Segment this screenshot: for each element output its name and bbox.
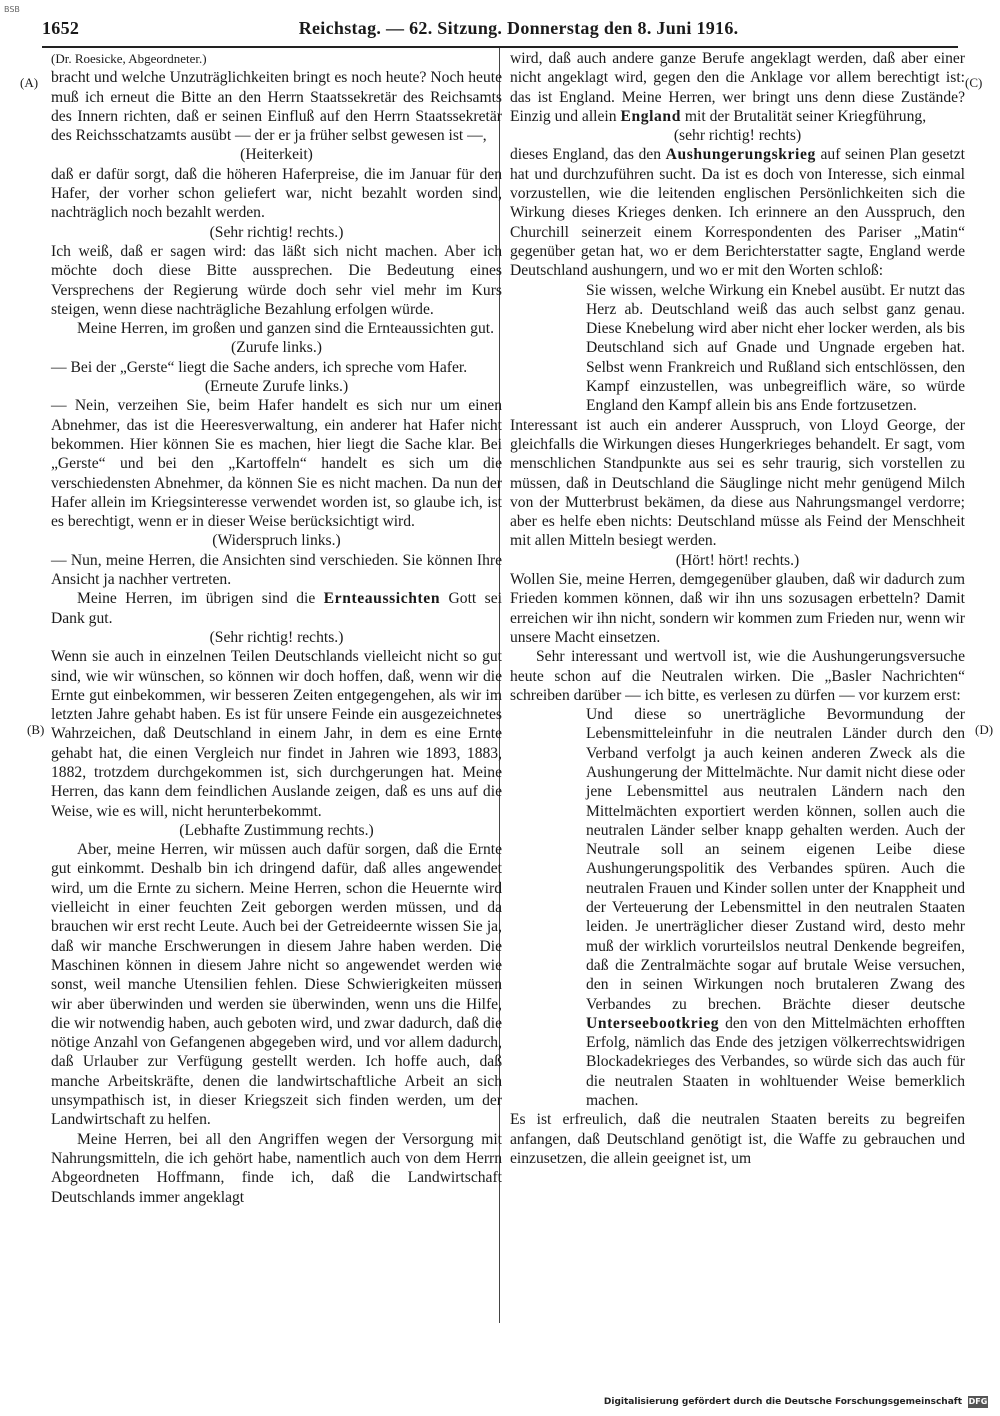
text-span: dieses England, das den bbox=[510, 146, 661, 164]
left-column bbox=[51, 49, 502, 1207]
dfg-logo: DFG bbox=[968, 1397, 988, 1406]
paragraph: Wollen Sie, meine Herren, demgegenüber glauben, daß wir dadurch zum Frieden kommen können, daß wir ihn uns sozusagen erbetteln? Damit erreichen wir ihn nicht, sondern wir kommen zum Frieden nur, wenn wir unsere Macht einsetzen. bbox=[510, 571, 965, 646]
margin-marker-a: (A) bbox=[20, 75, 39, 90]
margin-marker-d: (D) bbox=[975, 722, 994, 737]
running-title: Reichstag. — 62. Sitzung. Donnerstag den 8. Juni 1916. bbox=[298, 18, 739, 38]
quotation: Sie wissen, welche Wirkung ein Knebel ausübt. Er nutzt das Herz ab. Deutschland weiß das auch selbst ganz genau. Diese Knebelung wird aber nicht eher locker werden, als bis Deutschland sich auf Gnade und Ungnade ergeben hat. Selbst wenn Frankreich und Rußland sich entschlössen, den Kampf einzustellen, was unbegreiflich wäre, so würde England den Kampf allein bis ans Ende fortzusetzen. bbox=[586, 281, 965, 415]
text-span: auf seinen Plan gesetzt hat und durchzuführen sucht. Da ist es doch von Interesse, sich einmal vorzustellen, wie die leitenden englischen Persönlichkeiten sich die Wirkung dieses Krieges denken. Ich erinnere an den Ausspruch, den Churchill seinerzeit einem Korrespondenten des Pariser „Matin“ gegenüber getan hat, wo er dem Berichterstatter sagte, England werde Deutschland aushungern, und wo er mit den Worten schloß: bbox=[510, 146, 965, 280]
interjection: (Sehr richtig! rechts.) bbox=[209, 628, 344, 646]
text-span: den von den Mittelmächten erhofften Erfolg, nämlich das Ende des jetzigen völkerrechtswidrigen Blockadekrieges des Verbandes, so würde sich das auch für die neutralen Staaten in wohltuender Weise bemerklich machen. bbox=[586, 1014, 965, 1110]
right-column bbox=[510, 49, 965, 1168]
paragraph: Meine Herren, bei all den Angriffen wegen der Versorgung mit Nahrungsmitteln, die ich gehört habe, namentlich auch von dem Herrn Abgeordneten Hoffmann, finde ich, daß die Landwirtschaft Deutschlands immer angeklagt bbox=[51, 1130, 502, 1206]
text-span: mit der Brutalität seiner Kriegführung, bbox=[684, 107, 927, 125]
text-span: Gott sei Dank gut. bbox=[51, 590, 502, 627]
paragraph: Interessant ist auch ein anderer Ausspruch, von Lloyd George, der gleichfalls die Wirkungen dieses Hungerkrieges behandelt. Er sagt, vom menschlichen Standpunkte aus sei es sehr traurig, sich vorstellen zu müssen, daß in Deutschland die Säuglinge nicht mehr genügend Milch von der Mutterbrust bekämen, da diese aus Nahrungsmangel verdorre; aber es helfe eben nichts: Deutschland müsse als Feind der Menschheit mit allen Mitteln besiegt werden. bbox=[510, 416, 965, 550]
paragraph: Es ist erfreulich, daß die neutralen Staaten bereits zu begreifen anfangen, daß Deutschland genötigt ist, die Waffe zu gebrauchen und einzusetzen, die allein geeignet ist, um bbox=[510, 1111, 965, 1167]
interjection: (Hört! hört! rechts.) bbox=[675, 551, 800, 569]
interjection: (Erneute Zurufe links.) bbox=[204, 378, 349, 396]
paragraph: Aber, meine Herren, wir müssen auch dafür sorgen, daß die Ernte gut einkommt. Deshalb bin ich dringend dafür, daß alles angewendet wird, um die Ernte zu sichern. Meine Herren, schon die Heuernte wird vielleicht in einer feuchten Zeit geborgen werden müssen, und da brauchen wir erst recht Leute. Auch bei der Getreideernte wissen Sie ja, daß wir manche Erschwerungen in diesem Jahre haben werden. Die Maschinen können in diesem Jahre nicht so angewendet werden wie sonst, weil manche Utensilien fehlen. Diese Schwierigkeiten müssen wir aber überwinden und werden sie überwinden, wenn uns die Hilfe, die wir notwendig haben, auch geboten wird, und zwar dadurch, daß die nötige Anzahl von Gefangenen abgegeben wird, und vor allem dadurch, daß Urlauber zur Verfügung gestellt werden. Ich hoffe auch, daß manche Arbeitskräfte, denen die landwirtschaftliche Arbeit an sich unsympathisch ist, in dieser Kriegszeit sich finden werden, um der Landwirtschaft zu helfen. bbox=[51, 841, 502, 1129]
interjection: (Heiterkeit) bbox=[240, 146, 313, 164]
page-header bbox=[42, 18, 958, 48]
emphasis-unterseebootkrieg: Unterseebootkrieg bbox=[586, 1014, 720, 1032]
interjection: (Widerspruch links.) bbox=[212, 532, 341, 550]
library-stamp: BSB bbox=[4, 5, 20, 14]
speaker-line: (Dr. Roesicke, Abgeordneter.) bbox=[51, 51, 207, 66]
text-span: Meine Herren, im übrigen sind die bbox=[77, 590, 316, 608]
footer bbox=[604, 1396, 988, 1408]
paragraph: — Bei der „Gerste“ liegt die Sache anders, ich spreche vom Hafer. bbox=[51, 358, 468, 376]
paragraph: Sehr interessant und wertvoll ist, wie die Aushungerungsversuche heute schon auf die Neutralen wirken. Die „Basler Nachrichten“ schreiben darüber — ich bitte, es verlesen zu dürfen — vor kurzem erst: bbox=[510, 648, 965, 704]
paragraph bbox=[51, 589, 502, 628]
paragraph: Ich weiß, daß er sagen wird: das läßt sich nicht machen. Aber ich möchte doch diese Bitte aussprechen. Die Bedeutung eines Versprechens der Regierung würde doch sehr viel mehr im Kurs steigen, wenn diese nachträgliche Bezahlung erfolgen würde. bbox=[51, 242, 502, 318]
footer-text: Digitalisierung gefördert durch die Deutsche Forschungsgemeinschaft bbox=[603, 1397, 962, 1407]
paragraph bbox=[510, 145, 965, 280]
emphasis-aushungerungskrieg: Aushungerungskrieg bbox=[665, 146, 816, 164]
emphasis-ernteaussichten: Ernteaussichten bbox=[323, 590, 441, 608]
quotation bbox=[586, 705, 965, 1110]
paragraph: bracht und welche Unzuträglichkeiten bringt es noch heute? Noch heute muß ich erneut die Bitte an den Herrn Staatssekretär des Reichsamts des Innern richten, daß er seinen Einfluß auf den Herrn Staatssekretär des Reichsschatzamts ausübt — der er ja früher selbst gewesen ist —, bbox=[51, 69, 502, 145]
paragraph: daß er dafür sorgt, daß die höheren Haferpreise, die im Januar für den Hafer, der vorher schon geliefert war, nicht bezahlt worden sind, nachträglich noch bezahlt werden. bbox=[51, 165, 502, 222]
paragraph: Meine Herren, im großen und ganzen sind die Ernteaussichten gut. bbox=[77, 320, 495, 338]
emphasis-england: England bbox=[620, 107, 681, 125]
paragraph: Wenn sie auch in einzelnen Teilen Deutschlands vielleicht nicht so gut sind, wie wir wünschen, so können wir doch hoffen, daß, wenn wir die Ernte gut einbekommen, wir besseren Zeiten entgegengehen, als wir im letzten Jahre gehabt haben. Es ist für unsere Feinde ein ausgezeichnetes Wahrzeichen, daß Deutschland in einem Jahr, in dem es eine Ernte gehabt hat, die einen Vergleich nur findet in Jahren wie 1893, 1883, 1882, trotzdem durchgekommen ist, sich durchgerungen hat. Meine Herren, das kann dem feindlichen Auslande zeigen, daß es uns auf die Weise, wie es will, nicht herunterbekommt. bbox=[51, 648, 502, 820]
page-number: 1652 bbox=[42, 18, 80, 38]
text-span: wird, daß auch andere ganze Berufe angeklagt werden, daß aber einer nicht angeklagt wird, gegen den die Anklage vor allem berechtigt ist: das ist England. Meine Herren, wer bringt uns denn diese Zustände? Einzig und allein bbox=[510, 50, 965, 125]
paragraph: — Nein, verzeihen Sie, beim Hafer handelt es sich nur um einen Abnehmer, das ist die Heeresverwaltung, ein anderer hat Hafer nicht bekommen. Hier können Sie es machen, hier liegt die Sache klar. Bei „Gerste“ und bei den „Kartoffeln“ handelt es sich um die verschiedensten Abnehmer, da können Sie es nicht machen. Da nun der Hafer allein im Kriegsinteresse verwendet worden ist, so glaube ich, ist es berechtigt, wenn er in dieser Weise berücksichtigt wird. bbox=[51, 397, 502, 531]
margin-marker-b: (B) bbox=[27, 722, 45, 737]
interjection: (Zurufe links.) bbox=[231, 339, 322, 357]
paragraph bbox=[510, 49, 965, 126]
paragraph: — Nun, meine Herren, die Ansichten sind verschieden. Sie können Ihre Ansicht ja nachher vertreten. bbox=[51, 551, 502, 589]
margin-marker-c: (C) bbox=[965, 75, 983, 90]
interjection: (Lebhafte Zustimmung rechts.) bbox=[179, 821, 374, 839]
interjection: (Sehr richtig! rechts.) bbox=[209, 223, 344, 241]
interjection: (sehr richtig! rechts) bbox=[673, 127, 802, 145]
text-span: Und diese so unerträgliche Bevormundung der Lebensmitteleinfuhr in die neutralen Länder durch den Verband verfolgt ja auch keinen anderen Zweck als die Aushungerung der Mittelmächte. Nur damit nicht diese oder jene Lebensmittel aus neutralen Ländern nach den Mittelmächten exportiert werden können, sollen auch die neutralen Länder selber knapp gehalten werden. Auch der Neutrale soll an seinem eigenen Leibe diese Aushungerungspolitik des Verbandes spüren. Auch die neutralen Frauen und Kinder sollen unter der Knappheit und der Verteuerung der Lebensmittel in den neutralen Staaten leiden. Je unerträglicher dieser Zustand wird, desto mehr muß der wirklich vorurteilslos neutral Denkende begreifen, daß die Zentralmächte sogar auf brutale Weise versuchen, den in seinen Wirkungen noch brutaleren Zwang des Verbandes zu brechen. Brächte dieser deutsche bbox=[586, 706, 965, 1013]
